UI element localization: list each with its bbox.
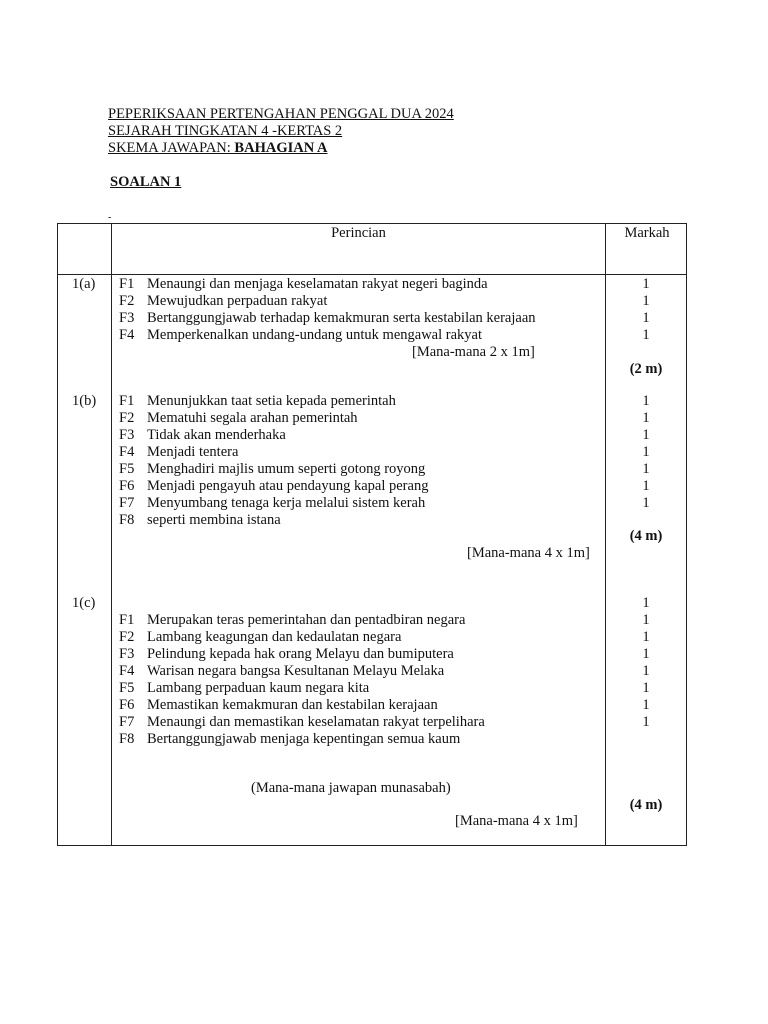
item-mark: 1 — [642, 327, 650, 343]
total-mark: (4 m) — [629, 528, 663, 544]
item-code: F2 — [119, 293, 135, 309]
stray-mark: - — [108, 212, 112, 223]
item-text: Menaungi dan menjaga keselamatan rakyat negeri baginda — [147, 276, 488, 292]
item-code: F8 — [119, 512, 135, 528]
question-label: 1(b) — [72, 393, 97, 409]
item-mark: 1 — [642, 310, 650, 326]
answer-item — [119, 461, 425, 478]
item-code: F3 — [119, 427, 135, 443]
item-text: Mematuhi segala arahan pemerintah — [147, 410, 358, 426]
item-text: Warisan negara bangsa Kesultanan Melayu Melaka — [147, 663, 445, 679]
item-mark: 1 — [642, 595, 650, 611]
item-code: F5 — [119, 461, 135, 477]
answer-item — [119, 697, 438, 714]
answer-item — [119, 327, 482, 344]
subject-title: SEJARAH TINGKATAN 4 -KERTAS 2 — [108, 123, 343, 139]
item-mark: 1 — [642, 444, 650, 460]
item-mark: 1 — [642, 410, 650, 426]
answer-item — [119, 714, 485, 731]
item-mark: 1 — [642, 427, 650, 443]
item-code: F3 — [119, 310, 135, 326]
item-text: Bertanggungjawab menjaga kepentingan semua kaum — [147, 731, 461, 747]
header-divider — [58, 274, 686, 275]
acceptance-note: (Mana-mana jawapan munasabah) — [251, 780, 451, 796]
total-mark: (2 m) — [629, 361, 663, 377]
item-text: Lambang perpaduan kaum negara kita — [147, 680, 370, 696]
column-header-perincian: Perincian — [331, 225, 386, 241]
total-mark: (4 m) — [629, 797, 663, 813]
document-header — [108, 106, 454, 157]
item-mark: 1 — [642, 393, 650, 409]
answer-item — [119, 410, 358, 427]
item-mark: 1 — [642, 629, 650, 645]
section-label: BAHAGIAN A — [234, 140, 328, 156]
item-mark: 1 — [642, 714, 650, 730]
item-text: Mewujudkan perpaduan rakyat — [147, 293, 328, 309]
item-code: F7 — [119, 495, 135, 511]
item-text: Menunjukkan taat setia kepada pemerintah — [147, 393, 396, 409]
item-text: Bertanggungjawab terhadap kemakmuran serta kestabilan kerajaan — [147, 310, 536, 326]
item-text: Lambang keagungan dan kedaulatan negara — [147, 629, 402, 645]
item-code: F1 — [119, 276, 135, 292]
item-text: Menjadi tentera — [147, 444, 239, 460]
question-label: 1(c) — [72, 595, 96, 611]
column-header-markah: Markah — [624, 225, 670, 241]
question-heading: SOALAN 1 — [110, 174, 182, 190]
answer-item — [119, 495, 425, 512]
item-text: Menaungi dan memastikan keselamatan rakyat terpelihara — [147, 714, 485, 730]
item-text: Memastikan kemakmuran dan kestabilan kerajaan — [147, 697, 438, 713]
item-text: Memperkenalkan undang-undang untuk mengawal rakyat — [147, 327, 483, 343]
answer-item — [119, 310, 536, 327]
item-code: F4 — [119, 663, 135, 679]
question-label: 1(a) — [72, 276, 96, 292]
item-mark: 1 — [642, 680, 650, 696]
item-text: Tidak akan menderhaka — [147, 427, 286, 443]
item-code: F6 — [119, 697, 135, 713]
item-code: F1 — [119, 612, 135, 628]
answer-item — [119, 393, 396, 410]
item-code: F4 — [119, 327, 135, 343]
item-mark: 1 — [642, 697, 650, 713]
item-code: F3 — [119, 646, 135, 662]
marking-note: [Mana-mana 2 x 1m] — [412, 344, 535, 360]
item-mark: 1 — [642, 663, 650, 679]
item-code: F8 — [119, 731, 135, 747]
item-code: F7 — [119, 714, 135, 730]
scheme-title — [108, 140, 454, 157]
item-code: F2 — [119, 410, 135, 426]
item-mark: 1 — [642, 612, 650, 628]
item-text: Menyumbang tenaga kerja melalui sistem kerah — [147, 495, 426, 511]
item-mark: 1 — [642, 276, 650, 292]
answer-table — [57, 223, 687, 846]
item-code: F1 — [119, 393, 135, 409]
answer-item — [119, 612, 465, 629]
item-text: Menghadiri majlis umum seperti gotong royong — [147, 461, 426, 477]
scheme-prefix: SKEMA JAWAPAN: — [108, 140, 235, 156]
exam-title: PEPERIKSAAN PERTENGAHAN PENGGAL DUA 2024 — [108, 106, 454, 122]
answer-item — [119, 629, 401, 646]
answer-item — [119, 427, 286, 444]
answer-item — [119, 293, 327, 310]
answer-item — [119, 512, 281, 529]
answer-item — [119, 276, 488, 293]
answer-item — [119, 663, 444, 680]
item-mark: 1 — [642, 646, 650, 662]
answer-item — [119, 444, 238, 461]
item-mark: 1 — [642, 293, 650, 309]
answer-item — [119, 731, 460, 748]
item-code: F6 — [119, 478, 135, 494]
answer-item — [119, 646, 454, 663]
item-code: F2 — [119, 629, 135, 645]
item-code: F5 — [119, 680, 135, 696]
marking-note: [Mana-mana 4 x 1m] — [455, 813, 578, 829]
item-mark: 1 — [642, 461, 650, 477]
answer-item — [119, 478, 428, 495]
item-text: Pelindung kepada hak orang Melayu dan bumiputera — [147, 646, 454, 662]
marking-note: [Mana-mana 4 x 1m] — [467, 545, 590, 561]
answer-item — [119, 680, 369, 697]
item-mark: 1 — [642, 495, 650, 511]
item-text: Merupakan teras pemerintahan dan pentadbiran negara — [147, 612, 466, 628]
item-text: seperti membina istana — [147, 512, 281, 528]
item-mark: 1 — [642, 478, 650, 494]
column-divider — [111, 224, 112, 845]
item-code: F4 — [119, 444, 135, 460]
item-text: Menjadi pengayuh atau pendayung kapal perang — [147, 478, 429, 494]
